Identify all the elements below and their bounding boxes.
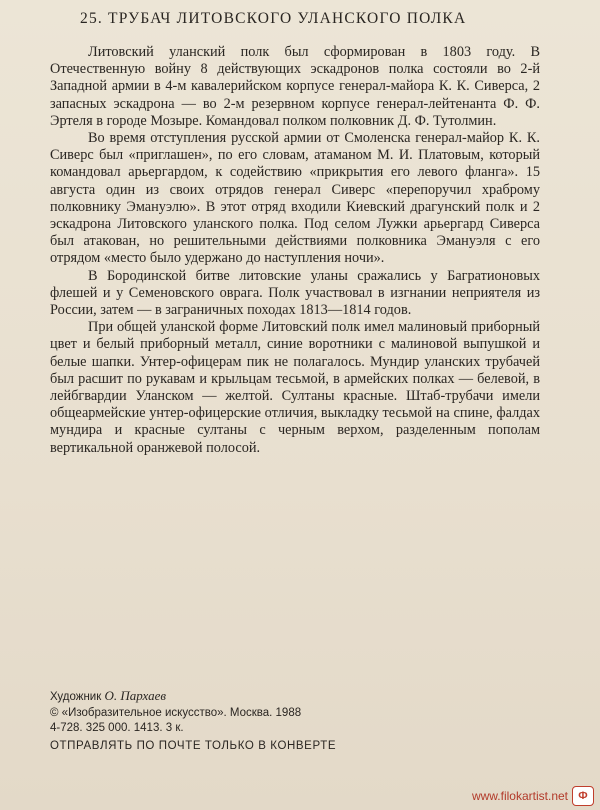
print-info-line: 4-728. 325 000. 1413. 3 к. (50, 722, 184, 734)
artist-line (50, 688, 450, 706)
watermark (472, 786, 594, 806)
publication-credits (50, 688, 450, 737)
paragraph-2: Во время отступления русской армии от Смоленска генерал-майор К. К. Сиверс был «приглашен», по его словам, атаманом М. И. Платовым, который командовал арьергардом, к содействию «прикрытия его левого фланга». 15 августа один из своих отрядов генерал Сиверс «перепоручил храброму полковнику Эмануэлю». В этот отряд входили Киевский драгунский полк и 2 эскадрона Литовского уланского полка. Под селом Лужки арьергард Сиверса был атакован, но решительными действиями полковника Эмануэля с его отрядом «место было удержано до наступления ночи». (50, 130, 540, 267)
mailing-instruction: ОТПРАВЛЯТЬ ПО ПОЧТЕ ТОЛЬКО В КОНВЕРТЕ (50, 740, 337, 752)
paragraph-3: В Бородинской битве литовские уланы сражались у Багратионовых флешей и у Семеновского оврага. Полк участвовал в изгнании неприятеля из России, затем — в заграничных походах 1813—1814 годов. (50, 267, 540, 319)
publisher-line: © «Изобразительное искусство». Москва. 1988 (50, 706, 302, 719)
artist-label: Художник (50, 691, 102, 703)
paragraph-1: Литовский уланский полк был сформирован в 1803 году. В Отечественную войну 8 действующих эскадронов полка состояли во 2-й Западной армии в 4-м кавалерийском корпусе генерал-майора К. К. Сиверса, 2 запасных эскадрона — во 2-м резервном корпусе генерал-лейтенанта Ф. Ф. Эртеля в городе Мозыре. Командовал полком полковник Д. Ф. Тутолмин. (50, 44, 540, 129)
page-title: 25. ТРУБАЧ ЛИТОВСКОГО УЛАНСКОГО ПОЛКА (80, 10, 467, 27)
paragraph-4: При общей уланской форме Литовский полк имел малиновый приборный цвет и белый приборный металл, синие воротники с малиновой выпушкой и белые шапки. Унтер-офицерам пик не полагалось. Мундир уланских трубачей был расшит по рукавам и крыльцам тесьмой, в армейских полках — белевой, в лейбгвардии Уланском — желтой. Султаны красные. Штаб-трубачи имели общеармейские унтер-офицерские отличия, выкладку тесьмой на спине, фалдах мундира и красные султаны с черным верхом, разделенным пополам вертикальной оранжевой полосой. (50, 319, 540, 456)
watermark-logo-icon: Ф (572, 786, 594, 806)
article-body (50, 44, 540, 457)
artist-name: О. Пархаев (104, 688, 166, 703)
watermark-url: www.filokartist.net (471, 789, 568, 803)
